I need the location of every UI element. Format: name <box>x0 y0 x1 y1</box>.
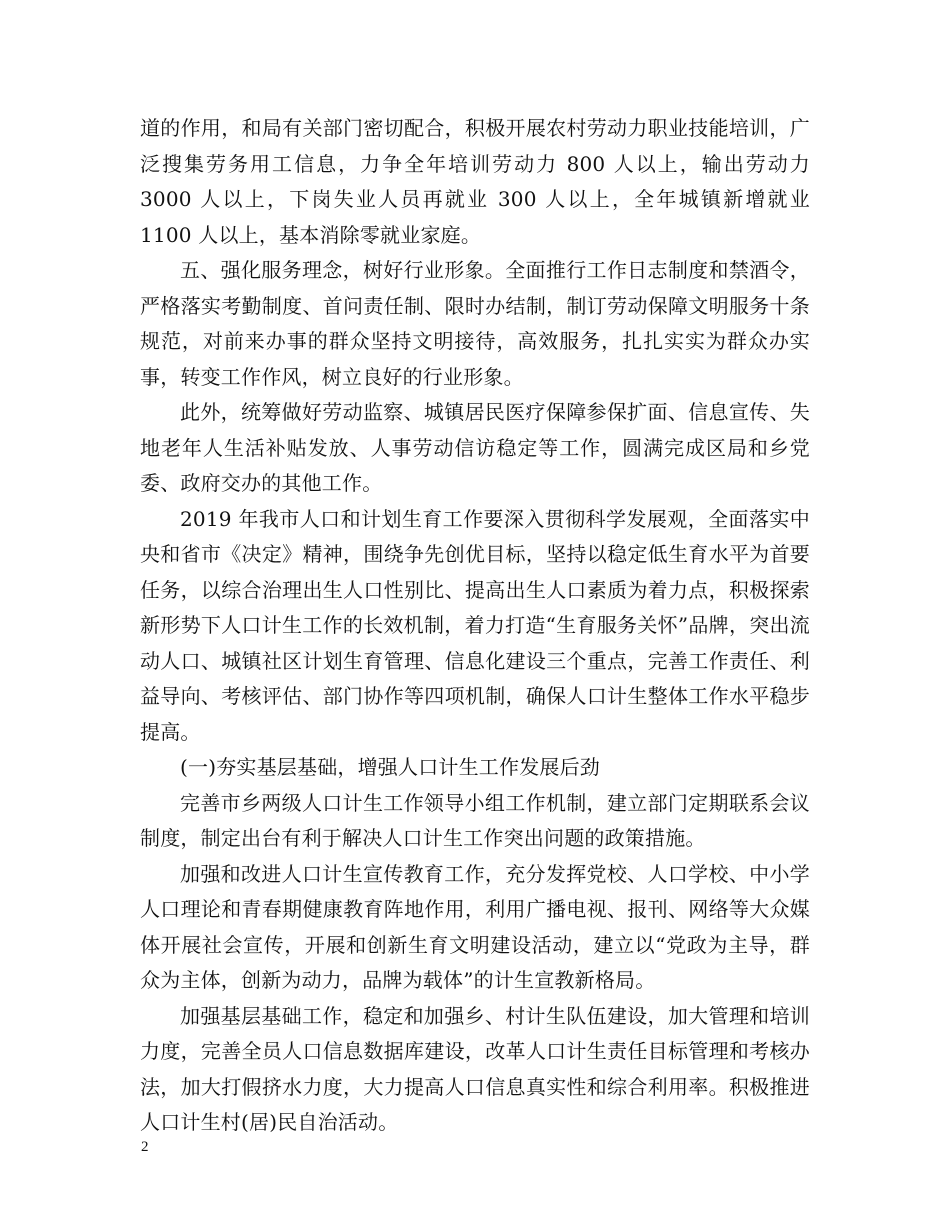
document-body <box>140 111 810 1141</box>
page-number: 2 <box>141 1139 149 1155</box>
paragraph-continuation: 道的作用，和局有关部门密切配合，积极开展农村劳动力职业技能培训，广泛搜集劳务用工信息，力争全年培训劳动力 800 人以上，输出劳动力 3000 人以上，下岗失业人员再就业 300 人以上，全年城镇新增就业 1100 人以上，基本消除零就业家庭。 <box>140 116 810 247</box>
paragraph-publicity-education: 加强和改进人口计生宣传教育工作，充分发挥党校、人口学校、中小学人口理论和青春期健康教育阵地作用，利用广播电视、报刊、网络等大众媒体开展社会宣传，开展和创新生育文明建设活动，建立以“党政为主导，群众为主体，创新为动力，品牌为载体”的计生宣教新格局。 <box>140 861 810 992</box>
paragraph-leadership-mechanism: 完善市乡两级人口计生工作领导小组工作机制，建立部门定期联系会议制度，制定出台有利于解决人口计生工作突出问题的政策措施。 <box>140 790 810 850</box>
paragraph-population-plan: 2019 年我市人口和计划生育工作要深入贯彻科学发展观，全面落实中央和省市《决定》精神，围绕争先创优目标，坚持以稳定低生育水平为首要任务，以综合治理出生人口性别比、提高出生人口素质为着力点，积极探索新形势下人口计生工作的长效机制，着力打造“生育服务关怀”品牌，突出流动人口、城镇社区计划生育管理、信息化建设三个重点，完善工作责任、利益导向、考核评估、部门协作等四项机制，确保人口计生整体工作水平稳步提高。 <box>140 506 810 744</box>
paragraph-other-work: 此外，统筹做好劳动监察、城镇居民医疗保障参保扩面、信息宣传、失地老年人生活补贴发放、人事劳动信访稳定等工作，圆满完成区局和乡党委、政府交办的其他工作。 <box>140 400 810 495</box>
paragraph-service-concept: 五、强化服务理念，树好行业形象。全面推行工作日志制度和禁酒令，严格落实考勤制度、首问责任制、限时办结制，制订劳动保障文明服务十条规范，对前来办事的群众坚持文明接待，高效服务，扎扎实实为群众办实事，转变工作作风，树立良好的行业形象。 <box>140 258 810 389</box>
paragraph-grassroots-work: 加强基层基础工作，稳定和加强乡、村计生队伍建设，加大管理和培训力度，完善全员人口信息数据库建设，改革人口计生责任目标管理和考核办法，加大打假挤水力度，大力提高人口信息真实性和综合利用率。积极推进人口计生村(居)民自治活动。 <box>140 1003 810 1134</box>
section-heading: (一)夯实基层基础，增强人口计生工作发展后劲 <box>180 755 601 779</box>
